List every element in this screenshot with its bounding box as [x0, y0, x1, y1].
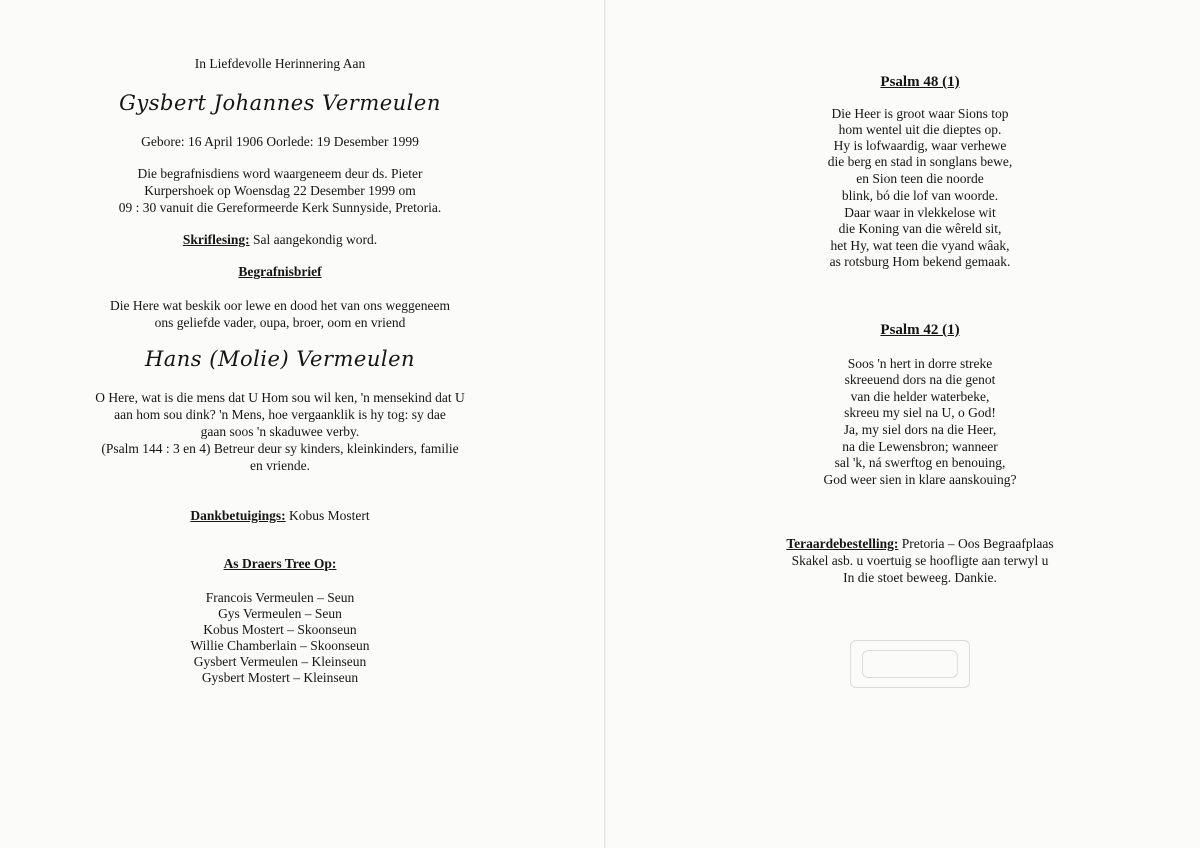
verse-line: gaan soos 'n skaduwee verby.: [200, 424, 360, 439]
psalm-48-line: as rotsburg Hom bekend gemaak.: [829, 254, 1011, 269]
bearer-item: Gysbert Mostert – Kleinseun: [201, 670, 359, 685]
funeral-letter-heading: Begrafnisbrief: [238, 264, 322, 279]
right-page: [640, 0, 1200, 848]
thanks-label: Dankbetuigings:: [190, 508, 286, 523]
bearer-item: Kobus Mostert – Skoonseun: [203, 622, 357, 637]
scripture-reading: [0, 232, 560, 248]
left-page: [0, 0, 560, 848]
psalm-48-line: Daar waar in vlekkelose wit: [844, 205, 996, 220]
service-line: Kurpershoek op Woensdag 22 Desember 1999 om: [144, 183, 416, 198]
verse-line: en vriende.: [250, 458, 310, 473]
burial-text: Pretoria – Oos Begraafplaas: [898, 536, 1054, 551]
psalm-48-line: hom wentel uit die dieptes op.: [838, 122, 1002, 137]
memorial-heading: In Liefdevolle Herinnering Aan: [194, 56, 366, 71]
deceased-nickname: Hans (Molie) Vermeulen: [144, 347, 416, 371]
verse-line: O Here, wat is die mens dat U Hom sou wil ken, 'n mensekind dat U: [95, 390, 465, 405]
letter-line: ons geliefde vader, oupa, broer, oom en vriend: [154, 315, 406, 330]
psalm-42-line: van die helder waterbeke,: [850, 389, 990, 404]
service-line: Die begrafnisdiens word waargeneem deur ds. Pieter: [137, 166, 423, 181]
burial-label: Teraardebestelling:: [786, 536, 899, 551]
verse-line: aan hom sou dink? 'n Mens, hoe vergaanklik is hy tog: sy dae: [114, 407, 446, 422]
psalm-42-line: skreeuend dors na die genot: [844, 372, 996, 387]
psalm-42-line: Soos 'n hert in dorre streke: [847, 356, 993, 371]
psalm-42-line: Ja, my siel dors na die Heer,: [843, 422, 997, 437]
burial-line: In die stoet beweeg. Dankie.: [843, 570, 997, 585]
letter-line: Die Here wat beskik oor lewe en dood het van ons weggeneem: [109, 298, 450, 313]
bearer-item: Willie Chamberlain – Skoonseun: [190, 638, 370, 653]
acknowledgements: [0, 508, 560, 524]
scripture-label: Skriflesing:: [182, 232, 250, 247]
burial-line: Skakel asb. u voertuig se hoofligte aan terwyl u: [791, 553, 1049, 568]
psalm-48-line: Hy is lofwaardig, waar verhewe: [833, 138, 1007, 153]
scripture-text: Sal aangekondig word.: [249, 232, 378, 247]
bearer-item: Gys Vermeulen – Seun: [218, 606, 342, 621]
psalm-48-line: Die Heer is groot waar Sions top: [831, 106, 1009, 121]
bearer-item: Francois Vermeulen – Seun: [205, 590, 355, 605]
psalm-48-line: blink, bó die lof van woorde.: [841, 188, 999, 203]
burial-details: [640, 536, 1200, 552]
bearers-heading: As Draers Tree Op:: [223, 556, 337, 571]
psalm-48-line: en Sion teen die noorde: [856, 171, 984, 186]
bleed-through-stamp-inner: [862, 650, 958, 678]
psalm-48-title: Psalm 48 (1): [880, 74, 960, 90]
birth-death-dates: Gebore: 16 April 1906 Oorlede: 19 Desember 1999: [141, 134, 419, 149]
page-fold: [604, 0, 606, 848]
verse-line: (Psalm 144 : 3 en 4) Betreur deur sy kinders, kleinkinders, familie: [101, 441, 459, 456]
psalm-42-line: na die Lewensbron; wanneer: [842, 439, 998, 454]
psalm-48-line: die Koning van die wêreld sit,: [838, 221, 1002, 236]
psalm-42-line: skreeu my siel na U, o God!: [844, 405, 996, 420]
psalm-48-line: het Hy, wat teen die vyand wâak,: [830, 238, 1010, 253]
deceased-full-name: Gysbert Johannes Vermeulen: [119, 91, 441, 115]
psalm-42-title: Psalm 42 (1): [880, 322, 960, 338]
bearer-item: Gysbert Vermeulen – Kleinseun: [193, 654, 367, 669]
psalm-48-line: die berg en stad in songlans bewe,: [827, 154, 1013, 169]
service-line: 09 : 30 vanuit die Gereformeerde Kerk Sunnyside, Pretoria.: [118, 200, 442, 215]
thanks-text: Kobus Mostert: [285, 508, 370, 523]
psalm-42-line: sal 'k, ná swerftog en benouing,: [834, 455, 1006, 470]
psalm-42-line: God weer sien in klare aanskouing?: [823, 472, 1017, 487]
